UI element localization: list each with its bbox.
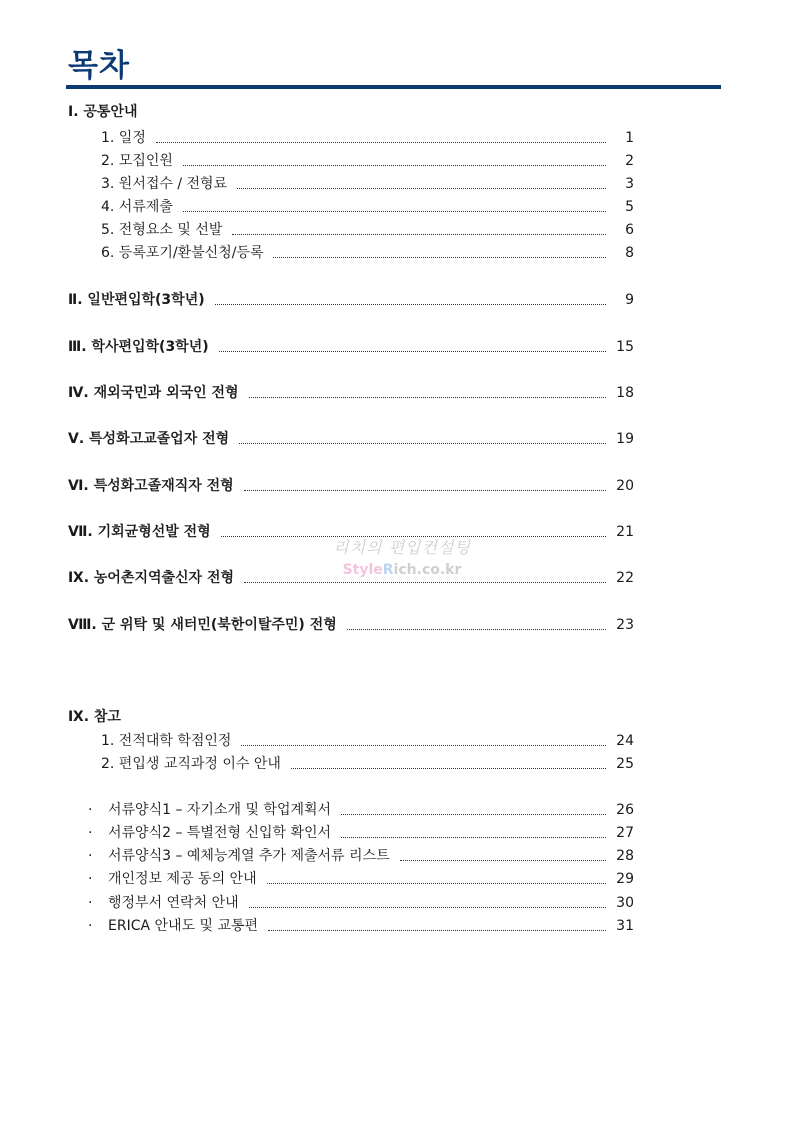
leader-dots <box>341 814 606 815</box>
toc-entry-page: 30 <box>616 895 634 911</box>
toc-bullet-entry[interactable] <box>88 801 634 819</box>
toc-entry-page: 29 <box>616 871 634 887</box>
toc-entry-page: 5 <box>625 199 634 215</box>
toc-bullet-entry[interactable] <box>88 917 634 935</box>
leader-dots <box>291 768 606 769</box>
toc-entry[interactable] <box>101 129 634 147</box>
toc-entry-label: 서류양식2 – 특별전형 신입학 확인서 <box>108 825 332 841</box>
toc-entry[interactable] <box>101 221 634 239</box>
toc-entry-label: 5. 전형요소 및 선발 <box>101 222 223 238</box>
toc-section-entry[interactable] <box>68 523 634 541</box>
leader-dots <box>244 490 606 491</box>
toc-entry-page: 18 <box>616 385 634 401</box>
toc-section-entry[interactable] <box>68 291 634 309</box>
leader-dots <box>341 837 606 838</box>
toc-entry-page: 26 <box>616 802 634 818</box>
toc-entry-page: 21 <box>616 524 634 540</box>
leader-dots <box>183 211 606 212</box>
leader-dots <box>215 304 606 305</box>
leader-dots <box>347 629 606 630</box>
toc-entry-label: 2. 모집인원 <box>101 153 173 169</box>
toc-entry-label: 2. 편입생 교직과정 이수 안내 <box>101 756 281 772</box>
bullet-icon: · <box>88 871 93 887</box>
toc-entry-label: Ⅲ. 학사편입학(3학년) <box>68 339 209 355</box>
toc-entry-page: 3 <box>625 176 634 192</box>
toc-entry-label: 1. 일정 <box>101 130 146 146</box>
leader-dots <box>400 860 606 861</box>
toc-entry[interactable] <box>101 152 634 170</box>
toc-entry-label: 4. 서류제출 <box>101 199 173 215</box>
leader-dots <box>237 188 606 189</box>
toc-entry[interactable] <box>101 732 634 750</box>
toc-bullet-entry[interactable] <box>88 894 634 912</box>
toc-entry-page: 22 <box>616 570 634 586</box>
toc-entry-label: Ⅱ. 일반편입학(3학년) <box>68 292 205 308</box>
toc-section-entry[interactable] <box>68 477 634 495</box>
toc-entry-page: 23 <box>616 617 634 633</box>
toc-entry-page: 31 <box>616 918 634 934</box>
toc-entry-label: Ⅵ. 특성화고졸재직자 전형 <box>68 478 234 494</box>
leader-dots <box>249 907 606 908</box>
toc-entry[interactable] <box>101 244 634 262</box>
bullet-icon: · <box>88 802 93 818</box>
toc-entry-label: 1. 전적대학 학점인정 <box>101 733 232 749</box>
toc-entry-page: 8 <box>625 245 634 261</box>
leader-dots <box>244 582 606 583</box>
toc-entry-page: 20 <box>616 478 634 494</box>
toc-bullet-entry[interactable] <box>88 847 634 865</box>
leader-dots <box>232 234 606 235</box>
toc-entry-page: 25 <box>616 756 634 772</box>
toc-entry-page: 24 <box>616 733 634 749</box>
toc-bullet-entry[interactable] <box>88 870 634 888</box>
leader-dots <box>221 536 606 537</box>
toc-entry[interactable] <box>101 755 634 773</box>
toc-entry-label: 서류양식1 – 자기소개 및 학업계획서 <box>108 802 332 818</box>
toc-entry-label: Ⅷ. 군 위탁 및 새터민(북한이탈주민) 전형 <box>68 617 337 633</box>
leader-dots <box>183 165 606 166</box>
toc-bullet-entry[interactable] <box>88 824 634 842</box>
toc-entry-page: 1 <box>625 130 634 146</box>
bullet-icon: · <box>88 895 93 911</box>
leader-dots <box>273 257 606 258</box>
toc-entry-label: Ⅴ. 특성화고교졸업자 전형 <box>68 431 230 447</box>
watermark-url: StyleRich.co.kr <box>342 562 462 578</box>
leader-dots <box>268 930 606 931</box>
toc-entry-label: 3. 원서접수 / 전형료 <box>101 176 228 192</box>
toc-entry-page: 9 <box>625 292 634 308</box>
toc-entry-label: 6. 등록포기/환불신청/등록 <box>101 245 264 261</box>
leader-dots <box>219 351 606 352</box>
bullet-icon: · <box>88 848 93 864</box>
toc-entry[interactable] <box>101 175 634 193</box>
toc-section-entry[interactable] <box>68 569 634 587</box>
toc-entry-label: Ⅶ. 기회균형선발 전형 <box>68 524 211 540</box>
section-heading-reference: Ⅸ. 참고 <box>68 709 121 725</box>
toc-entry[interactable] <box>101 198 634 216</box>
leader-dots <box>249 397 606 398</box>
leader-dots <box>156 142 606 143</box>
title-underline <box>66 85 721 89</box>
toc-entry-page: 27 <box>616 825 634 841</box>
bullet-icon: · <box>88 918 93 934</box>
watermark-text: 리치의 편입컨설팅 <box>333 538 471 557</box>
toc-section-entry[interactable] <box>68 384 634 402</box>
toc-entry-label: 서류양식3 – 예체능계열 추가 제출서류 리스트 <box>108 848 390 864</box>
toc-entry-page: 28 <box>616 848 634 864</box>
leader-dots <box>239 443 606 444</box>
page-title: 목차 <box>68 48 130 84</box>
toc-entry-label: 개인정보 제공 동의 안내 <box>108 871 257 887</box>
leader-dots <box>267 883 606 884</box>
toc-entry-label: 행정부서 연락처 안내 <box>108 895 239 911</box>
toc-entry-page: 15 <box>616 339 634 355</box>
bullet-icon: · <box>88 825 93 841</box>
toc-section-entry[interactable] <box>68 430 634 448</box>
toc-section-entry[interactable] <box>68 338 634 356</box>
toc-entry-page: 6 <box>625 222 634 238</box>
toc-section-entry[interactable] <box>68 616 634 634</box>
toc-entry-page: 19 <box>616 431 634 447</box>
leader-dots <box>241 745 606 746</box>
toc-entry-label: Ⅳ. 재외국민과 외국인 전형 <box>68 385 239 401</box>
toc-entry-label: ERICA 안내도 및 교통편 <box>108 918 259 934</box>
toc-entry-label: Ⅸ. 농어촌지역출신자 전형 <box>68 570 234 586</box>
section-heading-common: Ⅰ. 공통안내 <box>68 104 138 120</box>
toc-entry-page: 2 <box>625 153 634 169</box>
